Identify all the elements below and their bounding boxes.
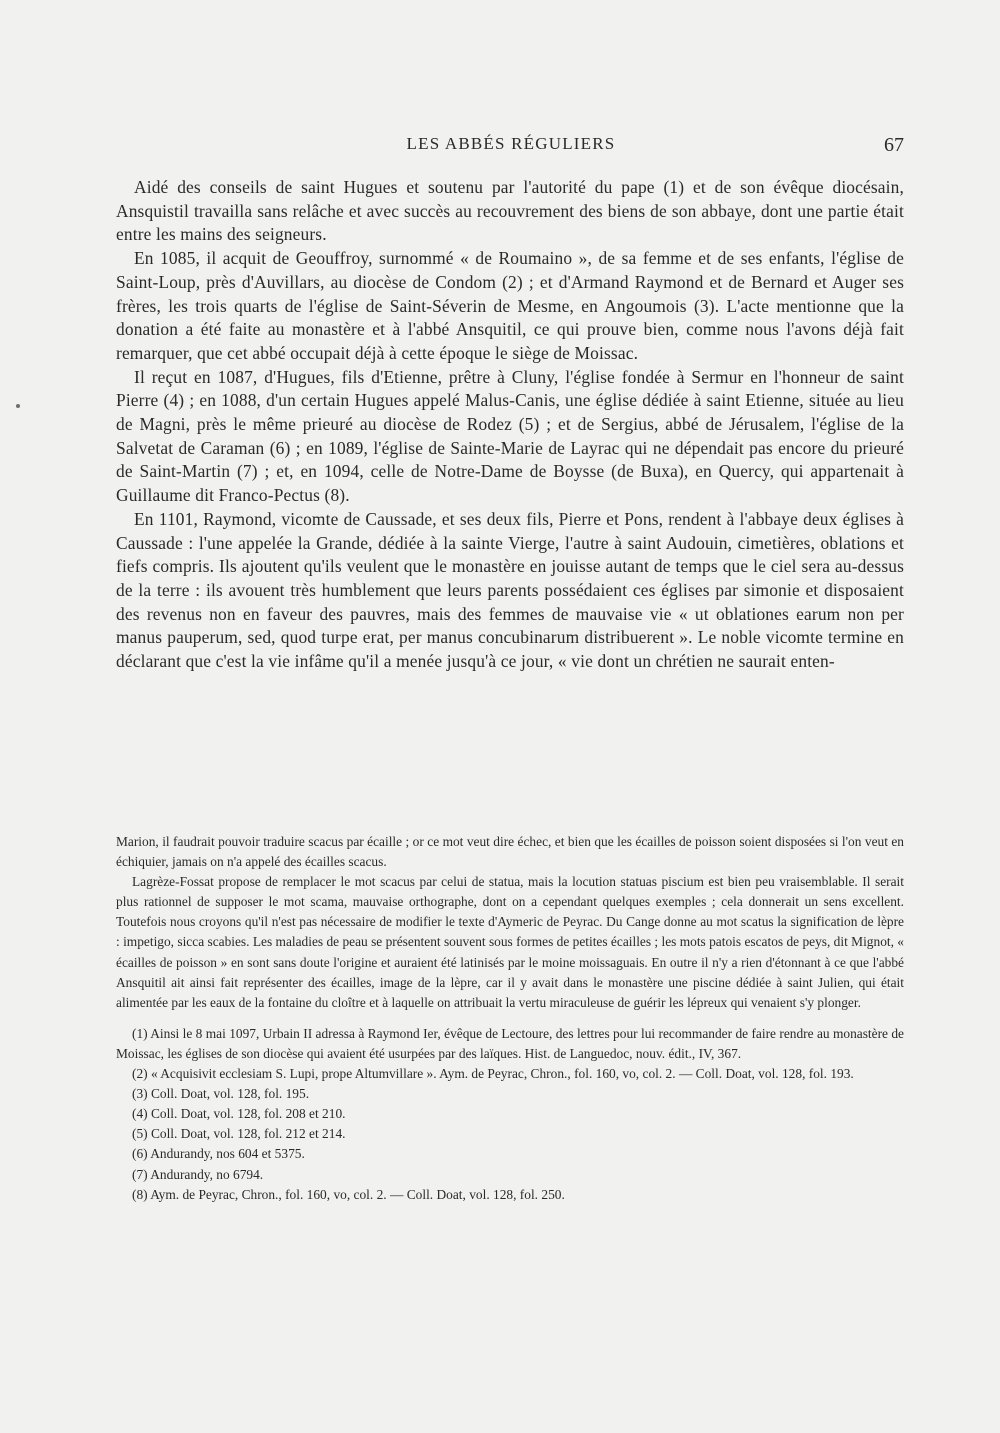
main-text	[116, 176, 904, 674]
footnote-5: (5) Coll. Doat, vol. 128, fol. 212 et 214.	[132, 1126, 346, 1142]
numbered-footnotes	[116, 1024, 904, 1205]
body-paragraph: En 1085, il acquit de Geouffroy, surnommé « de Roumaino », de sa femme et de ses enfants, l'église de Saint-Loup, près d'Auvillars, au diocèse de Condom (2) ; et d'Armand Raymond et de Bernard et Auger ses frères, les trois quarts de l'église de Saint-Séverin de Mesme, en Angoumois (3). L'acte mentionne que la donation a été faite au monastère et à l'abbé Ansquitil, ce qui prouve bien, comme nous l'avons déjà fait remarquer, que cet abbé occupait déjà à cette époque le siège de Moissac.	[116, 248, 904, 363]
footnote-6: (6) Andurandy, nos 604 et 5375.	[132, 1146, 305, 1162]
footnote-8: (8) Aym. de Peyrac, Chron., fol. 160, vo, col. 2. — Coll. Doat, vol. 128, fol. 250.	[132, 1186, 565, 1202]
footnote-3: (3) Coll. Doat, vol. 128, fol. 195.	[132, 1086, 310, 1102]
body-paragraph: En 1101, Raymond, vicomte de Caussade, et ses deux fils, Pierre et Pons, rendent à l'abbaye deux églises à Caussade : l'une appelée la Grande, dédiée à la sainte Vierge, l'autre à saint Audouin, cimetières, oblations et fiefs compris. Ils ajoutent qu'ils veulent que le monastère en jouisse autant de temps que le ciel sera au-dessus de la terre : ils avouent très humblement que leurs parents possédaient ces églises par simonie et disposaient des revenus non en faveur des pauvres, mais des femmes de mauvaise vie « ut oblationes earum non per manus pauperum, sed, quod turpe erat, per manus concubinarum distribuerent ». Le noble vicomte termine en déclarant que c'est la vie infâme qu'il a menée jusqu'à ce jour, « vie dont un chrétien ne saurait enten-	[116, 508, 904, 672]
page-number: 67	[884, 134, 904, 156]
running-title: LES ABBÉS RÉGULIERS	[406, 134, 616, 153]
body-paragraph: Il reçut en 1087, d'Hugues, fils d'Etienne, prêtre à Cluny, l'église fondée à Sermur en l'honneur de saint Pierre (4) ; en 1088, d'un certain Hugues appelé Malus-Canis, une église dédiée à saint Etienne, située au lieu de Magni, près le même prieuré au diocèse de Rodez (5) ; et de Sergius, abbé de Jérusalem, l'église de la Salvetat de Caraman (6) ; en 1089, l'église de Sainte-Marie de Layrac qui ne dépendait pas encore du prieuré de Saint-Martin (7) ; et, en 1094, celle de Notre-Dame de Boysse (de Buxa), en Quercy, qui appartenait à Guillaume dit Franco-Pectus (8).	[116, 366, 904, 506]
footnotes	[116, 832, 904, 1205]
body-paragraph: Aidé des conseils de saint Hugues et soutenu par l'autorité du pape (1) et de son évêque diocésain, Ansquistil travailla sans relâche et avec succès au recouvrement des biens de son abbaye, dont une partie était entre les mains des seigneurs.	[116, 177, 904, 245]
footnote-2: (2) « Acquisivit ecclesiam S. Lupi, prope Altumvillare ». Aym. de Peyrac, Chron., fol. 160, vo, col. 2. — Coll. Doat, vol. 128, fol. 193.	[132, 1066, 854, 1082]
footnote-1: (1) Ainsi le 8 mai 1097, Urbain II adressa à Raymond Ier, évêque de Lectoure, des lettres pour lui recommander de faire rendre au monastère de Moissac, les églises de son diocèse qui avaient été usurpées par des laïques. Hist. de Languedoc, nouv. édit., IV, 367.	[116, 1025, 904, 1061]
footnote-paragraph: Lagrèze-Fossat propose de remplacer le mot scacus par celui de statua, mais la locution statuas piscium est bien peu vraisemblable. Il serait plus rationnel de supposer le mot scama, mauvaise orthographe, dont on a cependant quelques exemples ; cela donnerait un sens excellent. Toutefois nous croyons qu'il n'est pas nécessaire de modifier le texte d'Aymeric de Peyrac. Du Cange donne au mot scatus la signification de lèpre : impetigo, sicca scabies. Les maladies de peau se présentent souvent sous formes de petites écailles ; les mots patois escatos de peys, dit Mignot, « écailles de poisson » en sont sans doute l'origine et auraient été latinisés par le moine moissaguais. En outre il n'y a rien d'étonnant à ce que l'abbé Ansquitil ait ainsi fait représenter des écailles, image de la lèpre, car il y avait dans le monastère une piscine dédiée à saint Julien, qui était alimentée par les eaux de la fontaine du cloître et à laquelle on attribuait la vertu miraculeuse de guérir les lépreux qui venaient s'y plonger.	[116, 874, 904, 1010]
footnote-7: (7) Andurandy, no 6794.	[132, 1166, 264, 1182]
footnote-4: (4) Coll. Doat, vol. 128, fol. 208 et 210.	[132, 1106, 346, 1122]
margin-mark	[16, 404, 20, 408]
running-head	[118, 134, 904, 158]
footnote-continuation: Marion, il faudrait pouvoir traduire scacus par écaille ; or ce mot veut dire échec, et bien que les écailles de poisson soient disposées si l'on veut en échiquier, jamais on n'a appelé des écailles scacus.	[116, 834, 904, 870]
